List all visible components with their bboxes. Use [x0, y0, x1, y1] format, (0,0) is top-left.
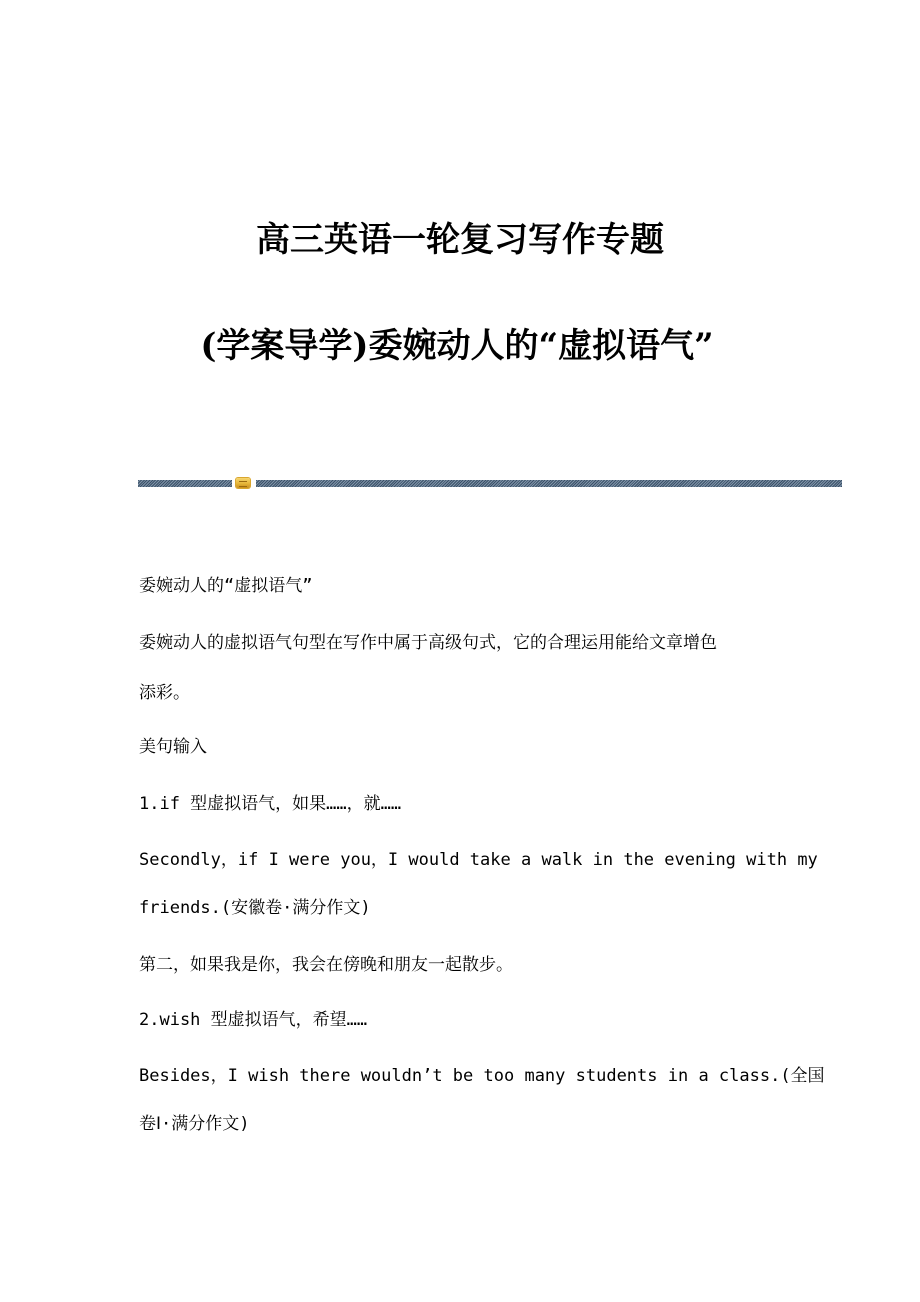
gold-ornament-icon: [236, 478, 250, 488]
subsection-heading: 美句输入: [139, 737, 207, 757]
document-title-line-1: 高三英语一轮复习写作专题: [256, 220, 664, 260]
document-title-line-2: (学案导学)委婉动人的“虚拟语气”: [200, 326, 714, 366]
item-2-heading: 2.wish 型虚拟语气，希望……: [139, 1010, 368, 1030]
item-2-example-line-1: Besides，I wish there wouldn’t be too many students in a class.(全国: [139, 1066, 825, 1086]
section-divider: [138, 478, 842, 488]
item-1-example-line-2: friends.(安徽卷·满分作文): [139, 898, 371, 918]
item-1-translation: 第二，如果我是你，我会在傍晚和朋友一起散步。: [139, 955, 513, 975]
divider-bar-right: [256, 480, 842, 487]
item-1-heading: 1.if 型虚拟语气，如果……，就……: [139, 794, 402, 814]
intro-paragraph-line-1: 委婉动人的虚拟语气句型在写作中属于高级句式，它的合理运用能给文章增色: [139, 633, 717, 653]
item-1-example-line-1: Secondly，if I were you，I would take a walk in the evening with my: [139, 850, 818, 870]
item-2-example-line-2: 卷Ⅰ·满分作文): [139, 1114, 250, 1134]
divider-bar-left: [138, 480, 232, 487]
intro-paragraph-line-2: 添彩。: [139, 683, 190, 703]
section-heading: 委婉动人的“虚拟语气”: [139, 576, 313, 596]
